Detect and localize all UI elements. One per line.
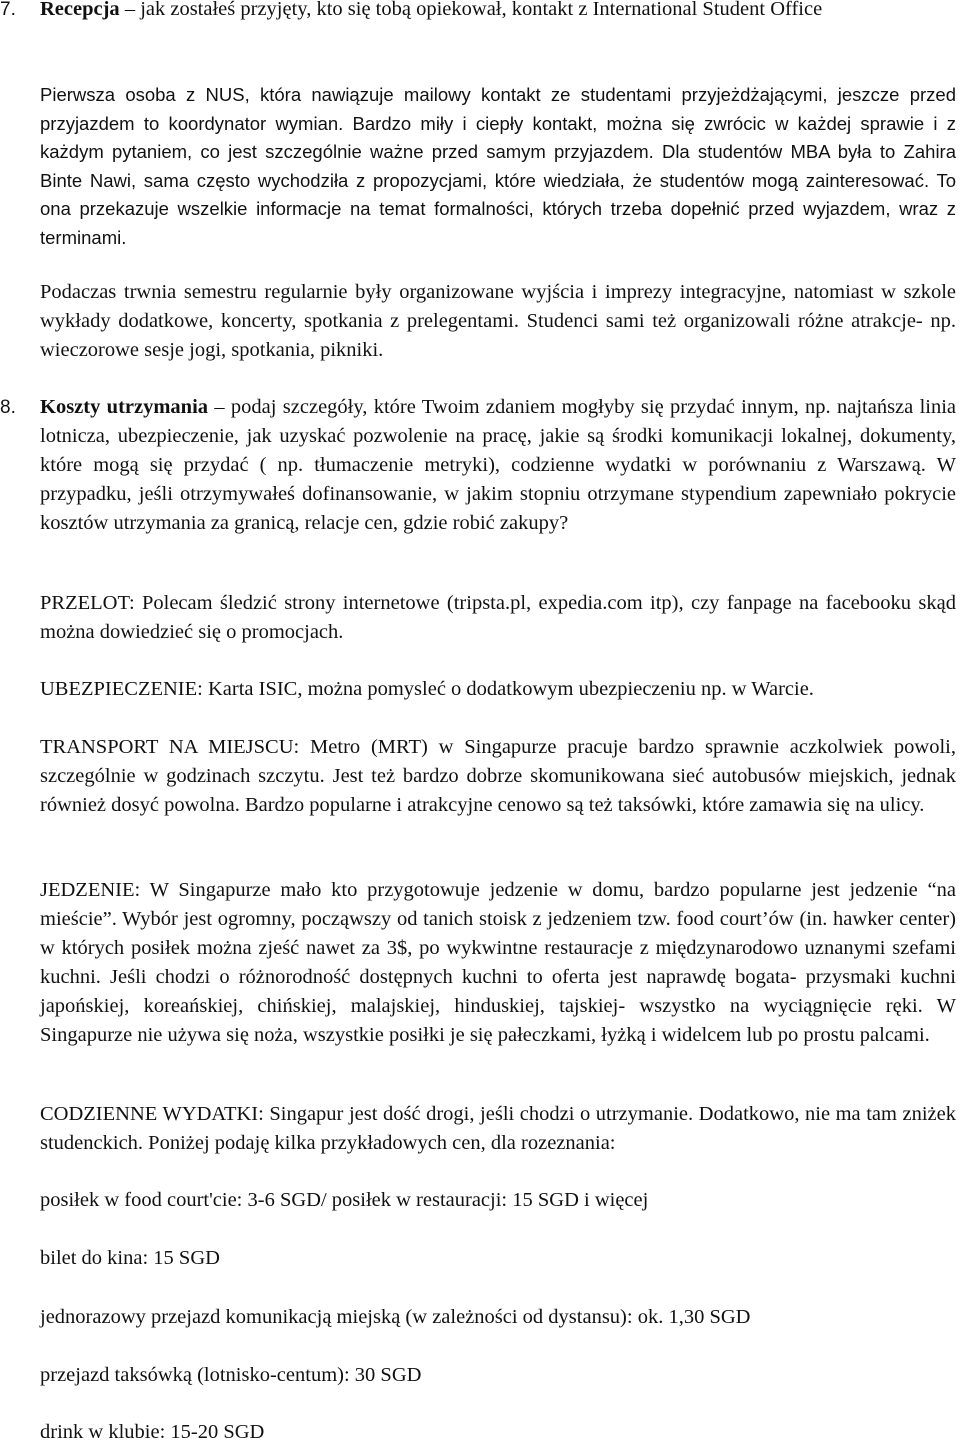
wydatki-paragraph: CODZIENNE WYDATKI: Singapur jest dość drogi, jeśli chodzi o utrzymanie. Dodatkowo, nie ma tam zniżek studenckich. Poniżej podaję kilka przykładowych cen, dla rozeznania: [40,1103,956,1154]
section-7-number: 7. [0,0,16,20]
section-7-title: – jak zostałeś przyjęty, kto się tobą opiekował, kontakt z International Student Office [119,0,823,20]
transport-paragraph: TRANSPORT NA MIEJSCU: Metro (MRT) w Singapurze pracuje bardzo sprawnie aczkolwiek powoli, szczególnie w godzinach szczytu. Jest też bardzo dobrze skomunikowana sieć autobusów miejskich, jednak również dosyć powolna. Bardzo popularne i atrakcyjne cenowo są też taksówki, które zamawia się na ulicy. [40,736,956,816]
section-8-heading [40,393,956,538]
section-7-paragraph-2: Podaczas trwnia semestru regularnie były organizowane wyjścia i imprezy integracyjne, natomiast w szkole wykłady dodatkowe, koncerty, spotkania z prelegentami. Studenci sami też organizowali różne atrakcje- np. wieczorowe sesje jogi, spotkania, pikniki. [40,281,956,361]
przelot-paragraph: PRZELOT: Polecam śledzić strony internetowe (tripsta.pl, expedia.com itp), czy fanpage na facebooku skąd można dowiedzieć się o promocjach. [40,592,956,643]
price-item: drink w klubie: 15-20 SGD [40,1421,265,1443]
ubezpieczenie-paragraph: UBEZPIECZENIE: Karta ISIC, można pomysleć o dodatkowym ubezpieczeniu np. w Warcie. [40,678,814,700]
jedzenie-paragraph: JEDZENIE: W Singapurze mało kto przygotowuje jedzenie w domu, bardzo popularne jest jedzenie “na mieście”. Wybór jest ogromny, począwszy od tanich stoisk z jedzeniem tzw. food court’ów (in. hawker center) w których posiłek można zjeść nawet za 3$, po wykwintne restauracje z międzynarodowo uznanymi szefami kuchni. Jeśli chodzi o różnorodność dostępnych kuchni to oferta jest naprawdę bogata- przysmaki kuchni japońskiej, koreańskiej, chińskiej, malajskiej, hinduskiej, tajskiej- wszystko na wyciągnięcie ręki. W Singapurze nie używa się noża, wszystkie posiłki je się pałeczkami, łyżką i widelcem lub po prostu palcami. [40,879,956,1046]
price-item: przejazd taksówką (lotnisko-centum): 30 SGD [40,1364,422,1386]
price-item: posiłek w food court'cie: 3-6 SGD/ posiłek w restauracji: 15 SGD i więcej [40,1189,649,1211]
section-7-heading [40,0,956,24]
section-7-paragraph-1: Pierwsza osoba z NUS, która nawiązuje mailowy kontakt ze studentami przyjeżdżającymi, jeszcze przed przyjazdem to koordynator wymian. Bardzo miły i ciepły kontakt, można się zwrócic w każdej sprawie i z każdym pytaniem, co jest szczególnie ważne przed samym przyjazdem. Dla studentów MBA była to Zahira Binte Nawi, sama często wychodziła z propozycjami, które wiedziała, że studentów mogą zainteresować. To ona przekazuje wszelkie informacje na temat formalności, których trzeba dopełnić przed wyjazdem, wraz z terminami. [40,84,956,248]
section-8-keyword: Koszty utrzymania [40,396,209,418]
section-8-title: – podaj szczegóły, które Twoim zdaniem mogłyby się przydać innym, np. najtańsza linia lotnicza, ubezpieczenie, jak uzyskać pozwolenie na pracę, jakie są środki komunikacji lokalnej, dokumenty, które mogą się przydać ( np. tłumaczenie metryki), codzienne wydatki w porównaniu z Warszawą. W przypadku, jeśli otrzymywałeś dofinansowanie, w jakim stopniu otrzymane stypendium zapewniało pokrycie kosztów utrzymania za granicą, relacje cen, gdzie robić zakupy? [40,396,956,534]
section-8-number: 8. [0,397,16,418]
section-7-keyword: Recepcja [40,0,120,20]
price-item: jednorazowy przejazd komunikacją miejską (w zależności od dystansu): ok. 1,30 SGD [40,1306,751,1328]
price-item: bilet do kina: 15 SGD [40,1247,220,1269]
